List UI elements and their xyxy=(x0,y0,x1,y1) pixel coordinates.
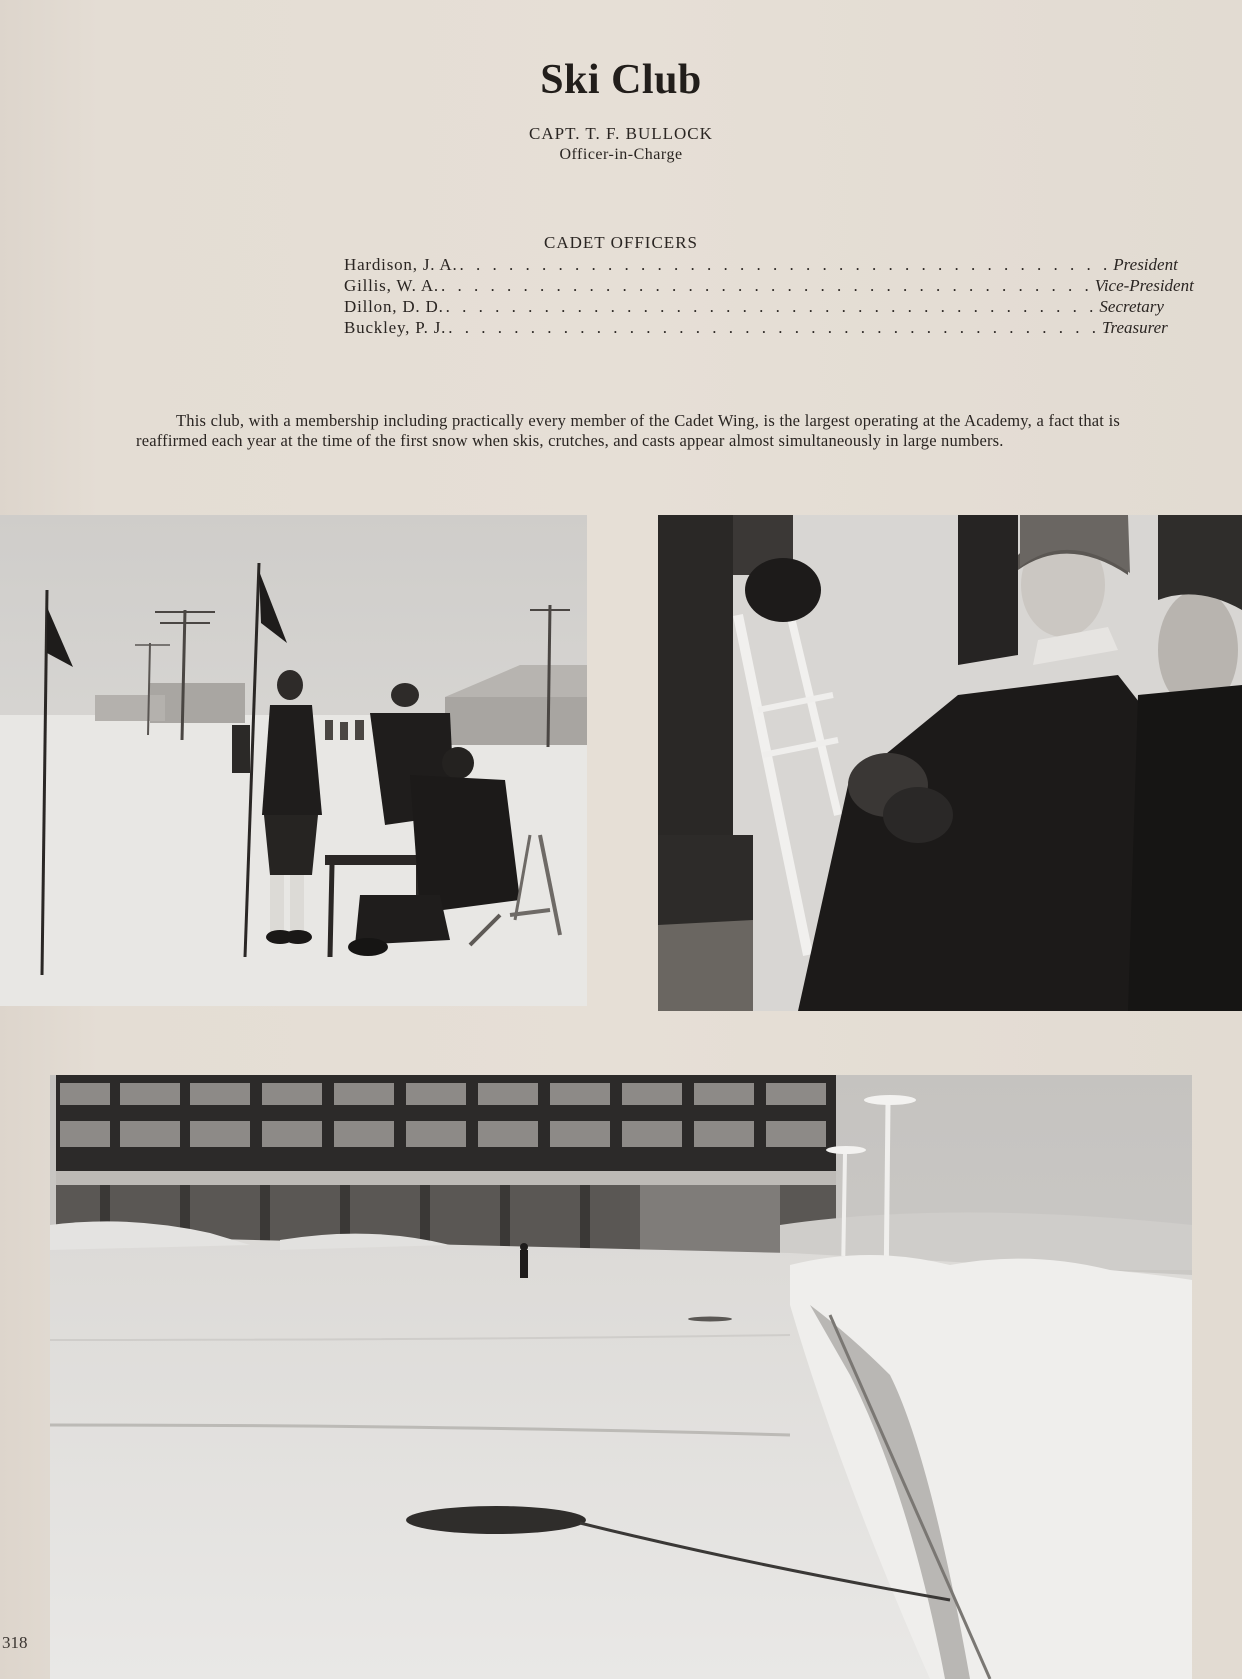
page-title: Ski Club xyxy=(540,57,702,103)
officer-in-charge-name: CAPT. T. F. BULLOCK xyxy=(529,124,713,143)
officer-name: Dillon, D. D. xyxy=(344,297,444,316)
officer-row xyxy=(344,254,1178,275)
cadet-officers-heading: CADET OFFICERS xyxy=(544,233,698,252)
officer-name: Gillis, W. A. xyxy=(344,276,439,295)
dot-leader: . . . . . . . . . . . . . . . . . . . . . . . . . . . . . . . . . . . . . . . . xyxy=(440,276,1093,295)
officer-role: President xyxy=(1113,255,1178,274)
dot-leader: . . . . . . . . . . . . . . . . . . . . . . . . . . . . . . . . . . . . . . . . xyxy=(459,255,1112,274)
photo-ski-race-officials xyxy=(0,515,587,1006)
officer-name: Buckley, P. J. xyxy=(344,318,447,337)
officer-role: Treasurer xyxy=(1101,318,1168,337)
officer-row xyxy=(344,317,1168,338)
cadet-officers-list xyxy=(344,254,1194,338)
officer-row xyxy=(344,296,1164,317)
dot-leader: . . . . . . . . . . . . . . . . . . . . . . . . . . . . . . . . . . . . . . . . xyxy=(448,318,1100,337)
photo-snowy-plaza xyxy=(50,1075,1192,1679)
officer-role: Secretary xyxy=(1099,297,1164,316)
page-number: 318 xyxy=(2,1633,28,1652)
officer-row xyxy=(344,275,1194,296)
officer-name: Hardison, J. A. xyxy=(344,255,458,274)
officer-role: Vice-President xyxy=(1094,276,1194,295)
photo-cadets-closeup xyxy=(658,515,1242,1011)
dot-leader: . . . . . . . . . . . . . . . . . . . . . . . . . . . . . . . . . . . . . . . . xyxy=(445,297,1098,316)
officer-in-charge-role: Officer-in-Charge xyxy=(559,146,683,163)
club-description: This club, with a membership including practically every member of the Cadet Wing, is the largest operating at the Academy, a fact that is reaffirmed each year at the time of the first snow when skis, crutches, and casts appear almost simultaneously in large numbers. xyxy=(136,410,1120,450)
